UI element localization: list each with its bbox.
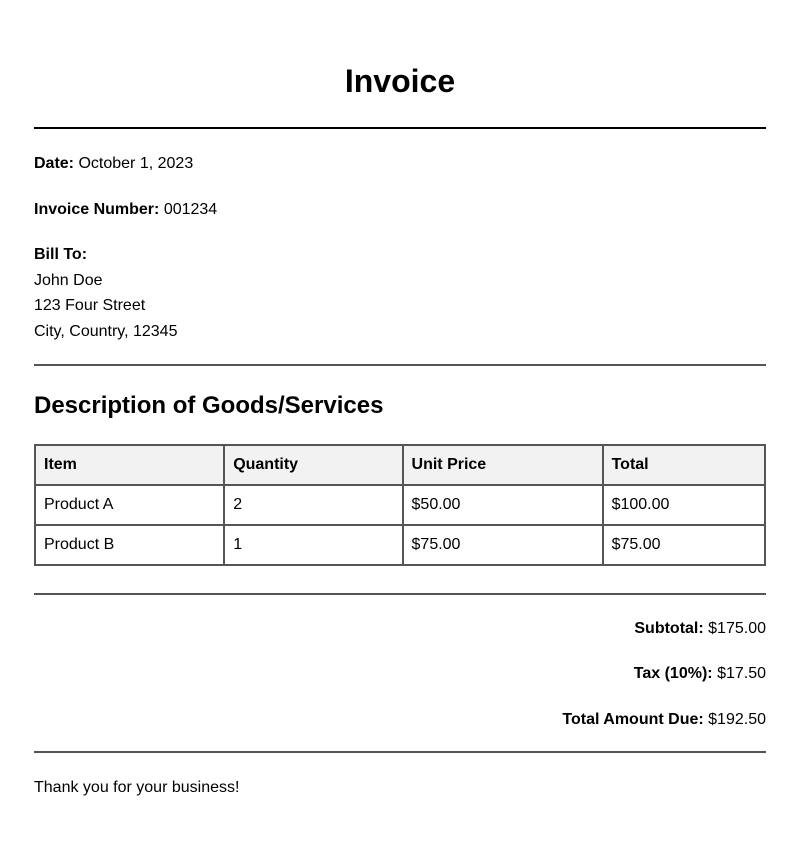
column-header-total: Total	[603, 445, 765, 485]
subtotal-value: $175.00	[708, 620, 766, 637]
tax-value: $17.50	[717, 665, 766, 682]
table-row	[35, 525, 765, 565]
invoice-number-value: 001234	[163, 201, 218, 218]
subtotal-label: Subtotal:	[634, 620, 704, 637]
cell-quantity: 1	[224, 525, 402, 565]
cell-total: $75.00	[603, 525, 765, 565]
section-title: Description of Goods/Services	[34, 392, 384, 419]
date-line	[34, 154, 193, 174]
items-table	[34, 444, 766, 566]
bill-to-street: 123 Four Street	[34, 297, 146, 314]
cell-total: $100.00	[603, 485, 765, 525]
table-row	[35, 485, 765, 525]
divider	[34, 364, 766, 366]
column-header-quantity: Quantity	[224, 445, 402, 485]
tax-line	[634, 664, 766, 684]
cell-unit-price: $50.00	[403, 485, 603, 525]
divider	[34, 593, 766, 595]
total-due-value: $192.50	[708, 711, 766, 728]
date-value: October 1, 2023	[78, 155, 194, 172]
column-header-item: Item	[35, 445, 224, 485]
cell-quantity: 2	[224, 485, 402, 525]
table-header-row	[35, 445, 765, 485]
divider	[34, 127, 766, 129]
total-due-label: Total Amount Due:	[562, 711, 704, 728]
bill-to-name: John Doe	[34, 272, 103, 289]
invoice-number-label: Invoice Number:	[34, 201, 160, 218]
cell-item: Product B	[35, 525, 224, 565]
cell-item: Product A	[35, 485, 224, 525]
bill-to-city: City, Country, 12345	[34, 323, 178, 340]
column-header-unit-price: Unit Price	[403, 445, 603, 485]
bill-to-label	[34, 245, 87, 265]
total-due-line	[562, 710, 766, 730]
subtotal-line	[634, 619, 766, 639]
divider	[34, 751, 766, 753]
invoice-number-line	[34, 200, 217, 220]
tax-label: Tax (10%):	[633, 665, 713, 682]
bill-to-label-text: Bill To:	[34, 246, 88, 263]
page-title: Invoice	[344, 63, 456, 99]
date-label: Date:	[34, 155, 75, 172]
thank-you-note: Thank you for your business!	[34, 779, 240, 796]
cell-unit-price: $75.00	[403, 525, 603, 565]
